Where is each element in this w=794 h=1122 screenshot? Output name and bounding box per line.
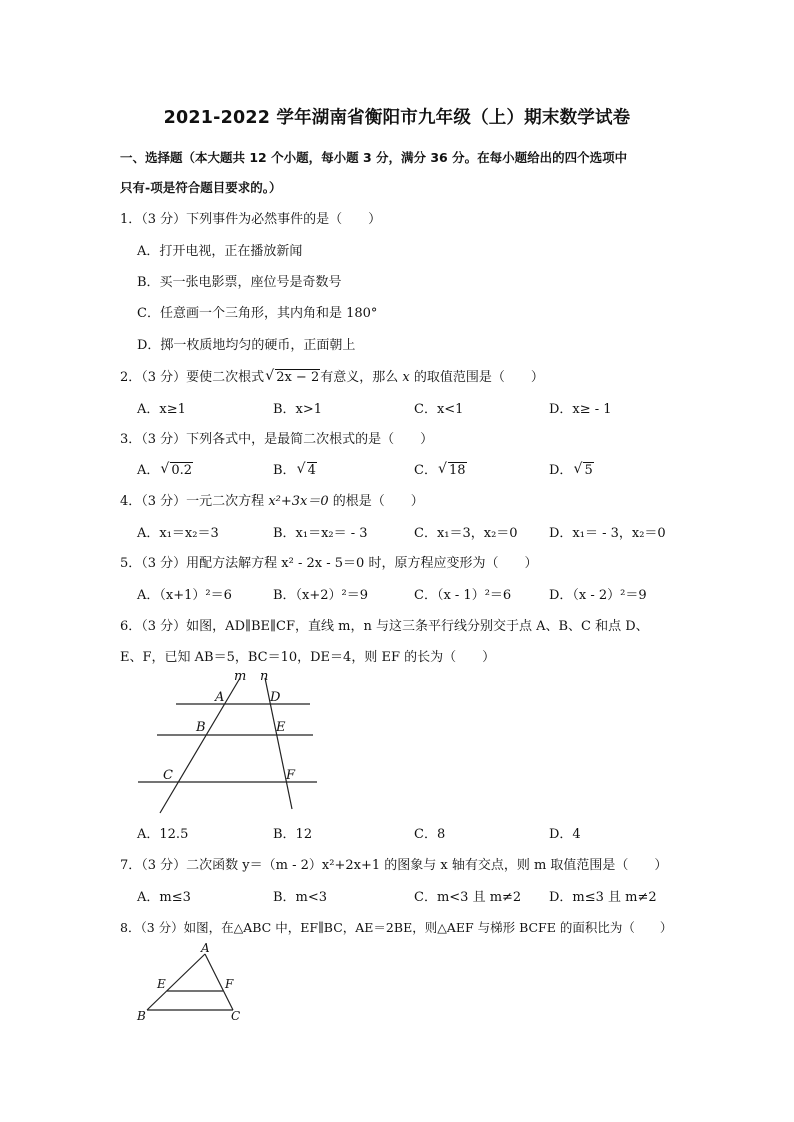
- option-label: D．: [549, 463, 573, 478]
- sqrt-expression: [266, 370, 320, 385]
- question-3-option-d: [549, 459, 594, 478]
- question-2-option-d: D．x≥ - 1: [549, 402, 612, 417]
- label-d: D: [270, 690, 281, 705]
- question-5-stem: 5．（3 分）用配方法解方程 x² - 2x - 5＝0 时，原方程应变形为（ ）: [120, 556, 538, 571]
- question-2-stem: [120, 366, 544, 385]
- question-6-stem-line1: 6．（3 分）如图，AD∥BE∥CF，直线 m，n 与这三条平行线分别交于点 A、B、C 和点 D、: [120, 619, 649, 634]
- question-4-option-b: B．x₁＝x₂＝ - 3: [273, 526, 368, 541]
- question-5-option-b: B．（x+2）²＝9: [273, 588, 369, 603]
- question-2-option-a: A．x≥1: [137, 402, 186, 417]
- page-title: 2021-2022 学年湖南省衡阳市九年级（上）期末数学试卷: [163, 108, 631, 128]
- question-4-option-a: A．x₁＝x₂＝3: [137, 526, 219, 541]
- question-3-option-b: [273, 459, 317, 478]
- question-5-option-a: A．（x+1）²＝6: [137, 588, 232, 603]
- label-a: A: [215, 690, 225, 705]
- sqrt-expression: [298, 463, 317, 478]
- question-6-figure: [130, 668, 330, 818]
- label-b: B: [196, 720, 206, 735]
- sqrt-expression: [439, 463, 467, 478]
- question-3-option-c: [414, 459, 467, 478]
- label-a: A: [201, 941, 210, 955]
- question-4-option-d: D．x₁＝ - 3，x₂＝0: [549, 526, 666, 541]
- radicand: 4: [307, 463, 316, 478]
- question-1-option-a: A．打开电视，正在播放新闻: [137, 244, 303, 259]
- question-3-stem: 3．（3 分）下列各式中，是最简二次根式的是（ ）: [120, 432, 434, 447]
- question-8-stem: 8．（3 分）如图，在△ABC 中，EF∥BC，AE＝2BE，则△AEF 与梯形 BCFE 的面积比为（ ）: [120, 920, 673, 935]
- question-1-option-d: D．掷一枚质地均匀的硬币，正面朝上: [137, 338, 356, 353]
- question-2-stem-post: 的取值范围是（ ）: [409, 370, 544, 385]
- question-1-stem: 1．（3 分）下列事件为必然事件的是（ ）: [120, 212, 382, 227]
- question-6-option-d: D．4: [549, 827, 581, 842]
- question-1-option-c: C．任意画一个三角形，其内角和是 180°: [137, 306, 378, 321]
- question-4-option-c: C．x₁＝3，x₂＝0: [414, 526, 518, 541]
- option-label: C．: [414, 463, 437, 478]
- radicand: 5: [584, 463, 593, 478]
- question-5-option-d: D．（x - 2）²＝9: [549, 588, 647, 603]
- radicand: 0.2: [171, 463, 193, 478]
- question-4-stem: [120, 490, 424, 509]
- question-1-option-b: B．买一张电影票，座位号是奇数号: [137, 275, 342, 290]
- section-heading: [120, 143, 690, 203]
- question-7-option-d: D．m≤3 且 m≠2: [549, 890, 657, 905]
- radicand: 2x − 2: [276, 370, 320, 385]
- question-4-stem-pre: 4．（3 分）一元二次方程: [120, 494, 269, 509]
- question-6-stem-line2: E、F，已知 AB＝5，BC＝10，DE＝4，则 EF 的长为（ ）: [120, 650, 496, 665]
- question-2-option-c: C．x<1: [414, 402, 464, 417]
- section-heading-line2: 只有-项是符合题目要求的。）: [120, 180, 282, 195]
- question-6-option-b: B．12: [273, 827, 313, 842]
- section-heading-line1: 一、选择题（本大题共 12 个小题，每小题 3 分，满分 36 分。在每小题给出的四个选项中: [120, 150, 628, 165]
- label-e: E: [276, 720, 286, 735]
- question-6-option-a: A．12.5: [137, 827, 189, 842]
- question-7-option-c: C．m<3 且 m≠2: [414, 890, 522, 905]
- label-e: E: [157, 977, 166, 991]
- question-4-equation: x²+3x＝0: [268, 494, 329, 509]
- question-7-option-b: B．m<3: [273, 890, 328, 905]
- question-8-figure: [135, 940, 255, 1025]
- question-7-stem: 7．（3 分）二次函数 y＝（m - 2）x²+2x+1 的图象与 x 轴有交点，则 m 取值范围是（ ）: [120, 858, 668, 873]
- question-2-stem-pre: 2．（3 分）要使二次根式: [120, 370, 265, 385]
- label-m: m: [234, 669, 247, 684]
- question-4-stem-post: 的根是（ ）: [328, 494, 424, 509]
- option-label: A．: [137, 463, 160, 478]
- sqrt-expression: [574, 463, 593, 478]
- option-label: B．: [273, 463, 296, 478]
- label-c: C: [231, 1009, 241, 1023]
- label-c: C: [163, 768, 173, 783]
- label-f: F: [286, 768, 296, 783]
- question-2-option-b: B．x>1: [273, 402, 323, 417]
- question-5-option-c: C．（x - 1）²＝6: [414, 588, 512, 603]
- question-6-option-c: C．8: [414, 827, 446, 842]
- question-7-option-a: A．m≤3: [137, 890, 191, 905]
- side-ab: [147, 954, 205, 1010]
- question-3-option-a: [137, 459, 193, 478]
- radicand: 18: [448, 463, 466, 478]
- line-m: [160, 678, 240, 813]
- question-2-stem-mid: 有意义，那么: [320, 370, 403, 385]
- label-f: F: [225, 977, 234, 991]
- label-n: n: [260, 669, 269, 684]
- sqrt-expression: [161, 463, 193, 478]
- label-b: B: [137, 1009, 146, 1023]
- question-2-variable: x: [402, 370, 410, 385]
